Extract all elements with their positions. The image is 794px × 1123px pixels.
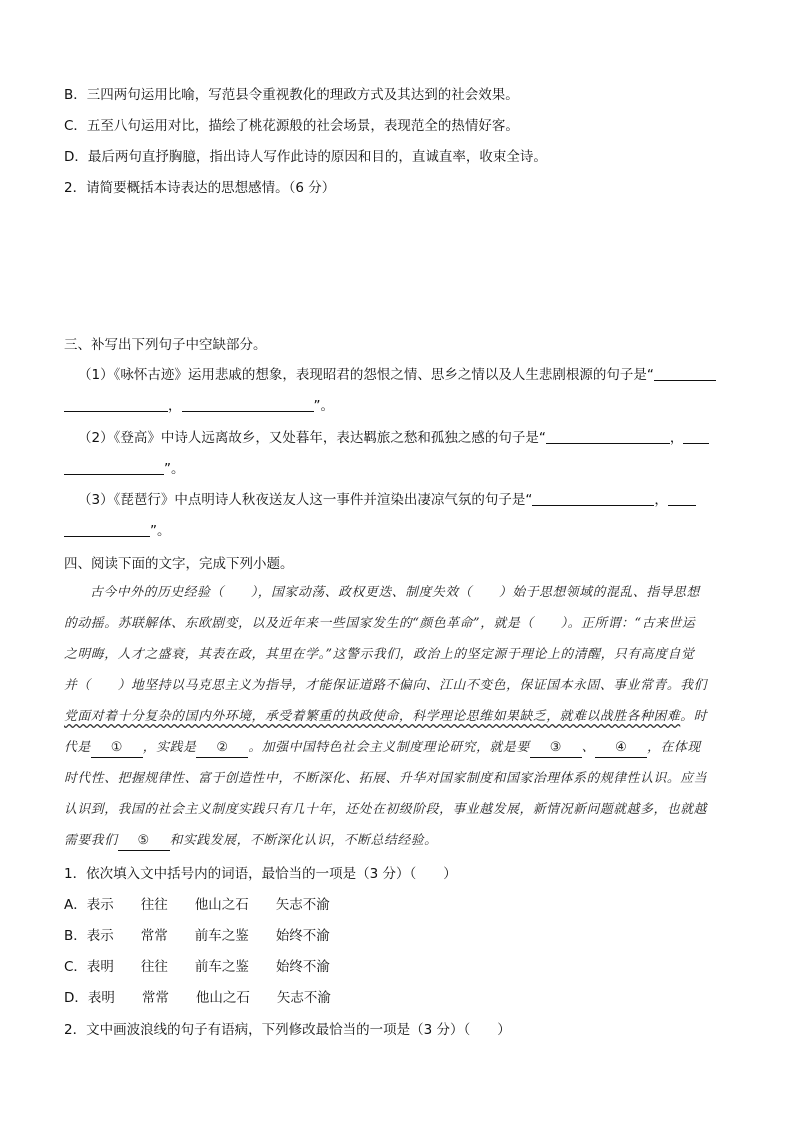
fill-item-1-line-2: [64, 397, 334, 415]
fill-item-2-line-2: [64, 460, 185, 478]
closing-quote: ”。: [150, 523, 171, 539]
option-c: C．五至八句运用对比，描绘了桃花源般的社会场景，表现范全的热情好客。: [64, 118, 519, 134]
sub-question-1-option-d[interactable]: D．表明 常常 他山之石 矢志不渝: [64, 990, 331, 1006]
answer-blank[interactable]: [64, 522, 150, 537]
passage-text: ，实践是: [142, 740, 197, 755]
passage-line-7: 时代性、把握规律性、富于创造性中，不断深化、拓展、升华对国家制度和国家治理体系的规律性认识。应当: [64, 771, 708, 786]
passage-line-2: 的动摇。苏联解体、东欧剧变，以及近年来一些国家发生的“颜色革命”，就是（ ）。正所谓：“古来世运: [64, 616, 696, 631]
sub-question-2-prompt: 2．文中画波浪线的句子有语病，下列修改最恰当的一项是（3 分）（ ）: [64, 1022, 511, 1038]
passage-text: 需要我们: [64, 833, 118, 848]
passage-line-5: [64, 708, 728, 726]
fill-item-2-line-1: [78, 429, 709, 447]
numbered-blank-5[interactable]: ⑤: [118, 832, 170, 851]
numbered-blank-2[interactable]: ②: [196, 739, 248, 758]
passage-line-8: 认识到，我国的社会主义制度实践只有几十年，还处在初级阶段，事业越发展，新情况新问题就越多，也就越: [64, 802, 708, 817]
separator: ，: [669, 430, 684, 446]
section-3-heading: 三、补写出下列句子中空缺部分。: [64, 337, 267, 353]
answer-blank[interactable]: [532, 491, 654, 506]
fill-item-1-line-1: [78, 366, 716, 384]
passage-line-3: 之明晦，人才之盛衰，其表在政，其里在学。”这警示我们，政治上的坚定源于理论上的清醒，只有高度自觉: [64, 647, 695, 662]
passage-text: ，在体现: [647, 740, 701, 755]
fill-item-2-text: （2）《登高》中诗人远离故乡，又处暮年，表达羁旅之愁和孤独之感的句子是“: [78, 430, 546, 446]
answer-blank[interactable]: [683, 429, 709, 444]
numbered-blank-1[interactable]: ①: [91, 739, 143, 758]
answer-blank[interactable]: [182, 397, 314, 412]
closing-quote: ”。: [164, 461, 185, 477]
passage-text: 代是: [64, 740, 91, 755]
sub-question-1-option-c[interactable]: C．表明 往往 前车之鉴 始终不渝: [64, 959, 330, 975]
fill-item-3-line-1: [78, 491, 696, 509]
passage-line-9: [64, 832, 728, 851]
closing-quote: ”。: [313, 398, 334, 414]
passage-line-4: 并（ ）地坚持以马克思主义为指导，才能保证道路不偏向、江山不变色，保证国本永固、事业常青。我们: [64, 678, 708, 693]
question-2-prompt: 2．请简要概括本诗表达的思想感情。（6 分）: [64, 180, 336, 196]
separator: ，: [654, 492, 668, 508]
wavy-underlined-sentence: 党面对着十分复杂的国内外环境，承受着繁重的执政使命，科学理论思维如果缺乏，就难以战胜各种困难: [64, 709, 681, 724]
answer-blank[interactable]: [654, 366, 716, 381]
passage-text: 。时: [680, 709, 708, 724]
fill-item-3-text: （3）《琵琶行》中点明诗人秋夜送友人这一事件并渲染出凄凉气氛的句子是“: [78, 492, 533, 508]
numbered-blank-4[interactable]: ④: [595, 739, 647, 758]
answer-blank[interactable]: [64, 460, 164, 475]
section-4-heading: 四、阅读下面的文字，完成下列小题。: [64, 556, 294, 572]
answer-blank[interactable]: [546, 429, 670, 444]
passage-line-1: 古今中外的历史经验（ ），国家动荡、政权更迭、制度失效（ ）始于思想领域的混乱、指导思想: [90, 585, 700, 600]
passage-text: 。加强中国特色社会主义制度理论研究，就是要: [248, 740, 530, 755]
option-b: B．三四两句运用比喻，写范县令重视教化的理政方式及其达到的社会效果。: [64, 87, 519, 103]
option-d: D．最后两句直抒胸臆，指出诗人写作此诗的原因和目的，直诚直率，收束全诗。: [64, 149, 547, 165]
sub-question-1-option-a[interactable]: A．表示 往往 他山之石 矢志不渝: [64, 897, 330, 913]
answer-blank[interactable]: [64, 397, 168, 412]
sub-question-1-prompt: 1．依次填入文中括号内的词语，最恰当的一项是（3 分）（ ）: [64, 866, 457, 882]
passage-text: 、: [581, 740, 596, 755]
separator: ，: [168, 398, 182, 414]
numbered-blank-3[interactable]: ③: [530, 739, 582, 758]
answer-blank[interactable]: [668, 491, 696, 506]
sub-question-1-option-b[interactable]: B．表示 常常 前车之鉴 始终不渝: [64, 928, 330, 944]
passage-line-6: [64, 739, 728, 758]
fill-item-1-text: （1）《咏怀古迹》运用悲戚的想象，表现昭君的怨恨之情、思乡之情以及人生悲剧根源的句子是“: [78, 367, 654, 383]
passage-text: 和实践发展，不断深化认识，不断总结经验。: [169, 833, 438, 848]
fill-item-3-line-2: [64, 522, 171, 540]
